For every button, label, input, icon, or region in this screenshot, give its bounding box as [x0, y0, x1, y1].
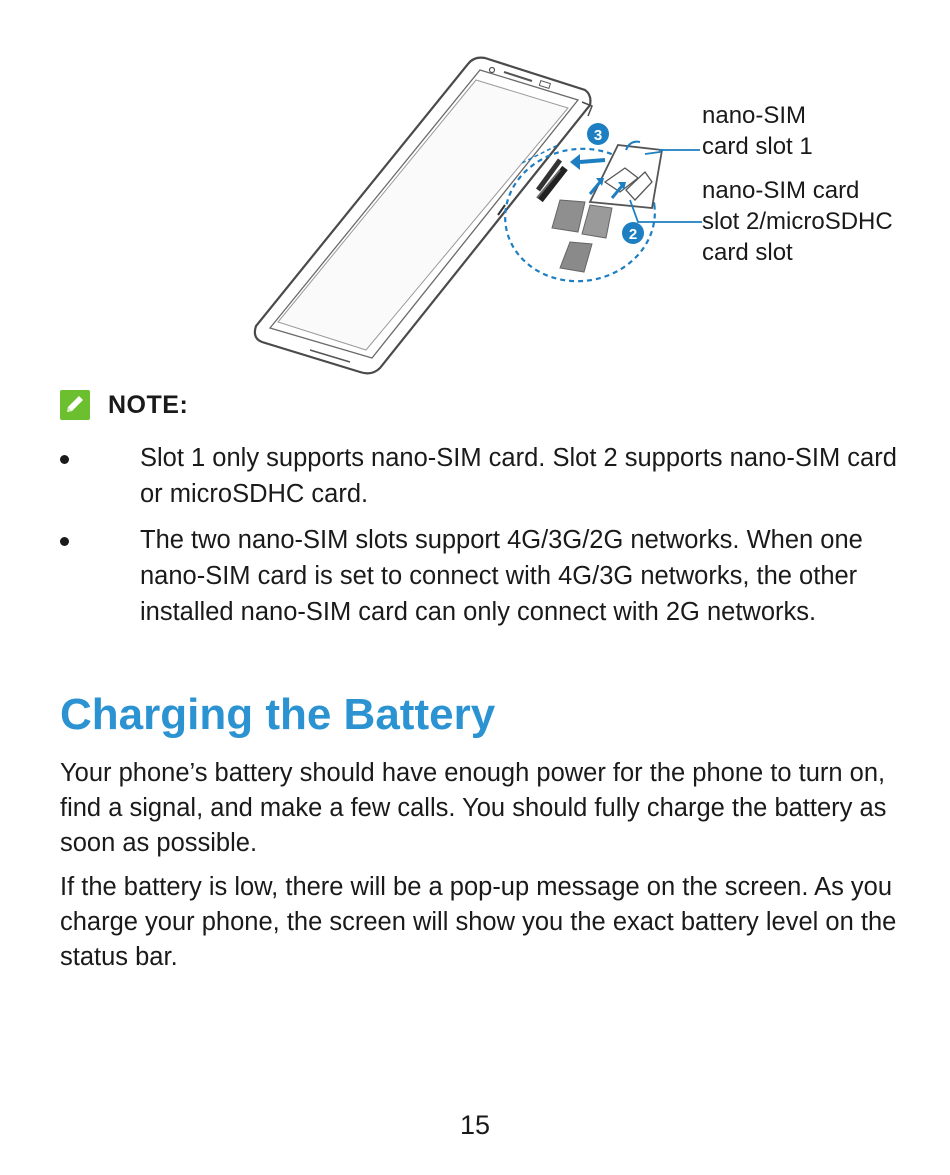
- note-label: NOTE:: [108, 390, 189, 419]
- step-3-badge: 3: [593, 127, 603, 144]
- note-item-text: Slot 1 only supports nano-SIM card. Slot 2 supports nano-SIM card or microSDHC card.: [140, 444, 897, 508]
- section-title: Charging the Battery: [60, 690, 496, 739]
- note-item-text: The two nano-SIM slots support 4G/3G/2G networks. When one nano-SIM card is set to connect with 4G/3G networks, the other installed nano-SIM card can only connect with 2G networks.: [140, 526, 863, 626]
- bullet-icon: [60, 537, 69, 546]
- step-2-badge: 2: [628, 226, 638, 243]
- bullet-icon: [60, 455, 69, 464]
- paragraph: Your phone’s battery should have enough power for the phone to turn on, find a signal, and make a few calls. You should fully charge the battery as soon as possible.: [60, 759, 887, 857]
- note-list: [60, 440, 920, 640]
- sim-install-figure: [240, 50, 940, 380]
- callout-slot-2: nano-SIM card slot 2/microSDHC card slot: [702, 177, 893, 266]
- note-heading: [60, 388, 188, 422]
- list-item: [60, 522, 920, 630]
- pencil-note-icon: [60, 390, 90, 420]
- page-number: 15: [459, 1110, 491, 1140]
- list-item: [60, 440, 920, 512]
- callout-slot-1: nano-SIM card slot 1: [702, 102, 813, 160]
- paragraph: If the battery is low, there will be a pop-up message on the screen. As you charge your phone, the screen will show you the exact battery level on the status bar.: [60, 873, 897, 971]
